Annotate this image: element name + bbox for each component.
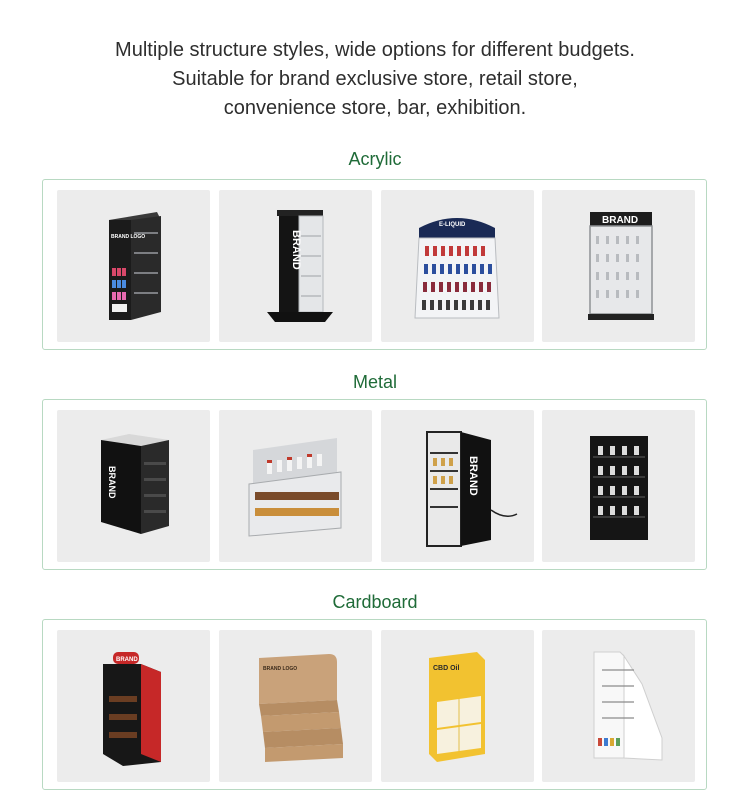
product-label: BRAND LOGO [111,234,146,240]
product-tile[interactable] [542,410,695,562]
product-label: BRAND [290,230,302,270]
panel-metal [42,399,707,570]
acrylic-tiered-display-image [381,190,534,342]
acrylic-locking-display-image [542,190,695,342]
section-title-cardboard: Cardboard [332,592,418,612]
product-tile[interactable] [542,190,695,342]
intro-line-1: Multiple structure styles, wide options for different budgets. [115,39,635,61]
product-label: CBD Oil [433,665,460,672]
product-tile[interactable] [57,190,210,342]
product-label: BRAND [107,466,117,499]
product-tile[interactable] [381,410,534,562]
panel-acrylic [42,179,707,350]
product-tile[interactable] [542,630,695,782]
product-tile[interactable] [57,630,210,782]
product-label: E-LIQUID [439,222,466,228]
cardboard-red-display-image [57,630,210,782]
intro-text [0,36,750,123]
product-tile[interactable] [219,190,372,342]
panel-cardboard [42,619,707,790]
product-label: BRAND [116,657,138,663]
product-label: BRAND [602,215,639,226]
product-tile[interactable] [381,630,534,782]
metal-black-cabinet-display-image [542,410,695,562]
cardboard-yellow-display-image [381,630,534,782]
section-title-acrylic: Acrylic [348,149,402,169]
cardboard-white-hook-display-image [542,630,695,782]
product-tile[interactable] [57,410,210,562]
product-tile[interactable] [219,630,372,782]
acrylic-tower-display-image [57,190,210,342]
cardboard-kraft-display-image [219,630,372,782]
intro-line-3: convenience store, bar, exhibition. [223,97,527,119]
product-tile[interactable] [219,410,372,562]
metal-side-panel-display-image [57,410,210,562]
acrylic-rotating-display-image [219,190,372,342]
product-tile[interactable] [381,190,534,342]
metal-counter-display-image [219,410,372,562]
metal-lit-cabinet-display-image [381,410,534,562]
product-label: BRAND LOGO [263,666,298,672]
section-title-metal: Metal [352,372,397,392]
product-label: BRAND [467,456,479,496]
intro-line-2: Suitable for brand exclusive store, retail store, [172,68,578,90]
